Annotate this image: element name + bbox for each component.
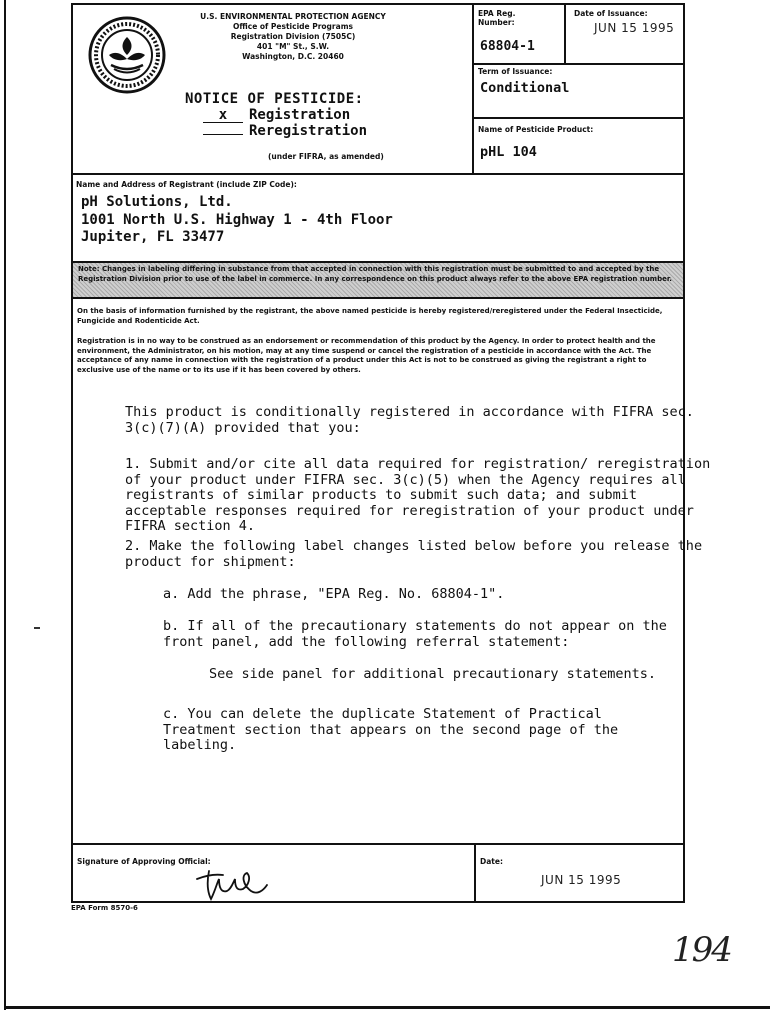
- product-value: pHL 104: [480, 144, 537, 160]
- reg-number-label-line2: Number:: [478, 18, 515, 27]
- condition-item-2c: c. You can delete the duplicate Statement of Practical Treatment section that appears on the second page of the labeling.: [163, 706, 619, 753]
- reregistration-option: [203, 123, 367, 139]
- registrant-label: Name and Address of Registrant (include ZIP Code):: [76, 180, 297, 189]
- intro-paragraph: This product is conditionally registered in accordance with FIFRA sec. 3(c)(7)(A) provided that you:: [125, 404, 694, 436]
- referral-statement: See side panel for additional precautionary statements.: [209, 666, 657, 682]
- agency-block: [73, 5, 474, 173]
- handwritten-signature: [193, 861, 273, 901]
- registration-option: [203, 107, 350, 123]
- form-number: EPA Form 8570-6: [71, 904, 138, 912]
- registrant-box: [73, 175, 683, 263]
- product-label: Name of Pesticide Product:: [478, 125, 594, 134]
- signature-box: [73, 845, 476, 901]
- condition-item-2: 2. Make the following label changes listed below before you release the product for shipment:: [125, 538, 703, 570]
- scan-border-left: [4, 0, 6, 1010]
- agency-address: [193, 12, 393, 62]
- approval-date-label: Date:: [480, 857, 503, 866]
- epa-seal-icon: [87, 15, 167, 95]
- agency-street: 401 "M" St., S.W.: [256, 42, 330, 51]
- registrant-street: 1001 North U.S. Highway 1 - 4th Floor: [81, 211, 393, 228]
- reg-number-label: [478, 9, 515, 27]
- issuance-date-box: [566, 5, 683, 65]
- disclaimer-paragraph: Registration is in no way to be construed as an endorsement or recommendation of this product by the Agency. In order to protect health and the environment, the Administrator, on his motion, may at any time suspend or cancel the registration of a pesticide in accordance with the Act. The acceptance of any name in connection with the registration of a product under this Act is not to be construed as giving the registrant a right to exclusive use of the name or to its use if it has been covered by others.: [77, 337, 656, 374]
- condition-item-2a: a. Add the phrase, "EPA Reg. No. 68804-1".: [163, 586, 505, 602]
- page-number: 194: [672, 930, 731, 970]
- agency-division: Registration Division (7505C): [230, 32, 356, 41]
- registrant-name: pH Solutions, Ltd.: [81, 194, 233, 210]
- approval-date-stamp: JUN 15 1995: [541, 873, 622, 887]
- condition-item-1: 1. Submit and/or cite all data required for registration/ reregistration of your product under FIFRA sec. 3(c)(5) when the Agency requires all registrants of similar products to submit such data; and submit acceptable responses required for reregistration of your product under FIFRA section 4.: [125, 456, 711, 534]
- reregistration-label: Reregistration: [249, 123, 368, 139]
- reg-number-box: [474, 5, 566, 65]
- reg-number-value: 68804-1: [480, 39, 535, 54]
- registration-label: Registration: [249, 107, 351, 123]
- term-label: Term of Issuance:: [478, 67, 553, 76]
- notice-title: NOTICE OF PESTICIDE:: [185, 91, 364, 107]
- term-box: [474, 65, 683, 119]
- product-box: [474, 119, 683, 173]
- fifra-note: (under FIFRA, as amended): [268, 152, 384, 161]
- issuance-date-stamp: JUN 15 1995: [594, 21, 675, 35]
- agency-office: Office of Pesticide Programs: [233, 22, 353, 31]
- signature-label: Signature of Approving Official:: [77, 857, 211, 866]
- registrant-city: Jupiter, FL 33477: [81, 229, 225, 245]
- form-header: [73, 5, 683, 175]
- reregistration-checkmark: [203, 134, 243, 135]
- labeling-note: Note: Changes in labeling differing in substance from that accepted in connection with this registration must be submitted to and accepted by the Registration Division prior to use of the label in commerce. In any correspondence on this product always refer to the above EPA registration number.: [73, 263, 683, 299]
- registrant-address: [81, 194, 393, 247]
- conditions-block: [73, 301, 711, 845]
- scan-border-bottom: [4, 1006, 770, 1009]
- registration-checkmark: x: [203, 108, 243, 123]
- scan-mark: [34, 627, 40, 629]
- issuance-date-label: Date of Issuance:: [574, 9, 648, 18]
- agency-city: Washington, D.C. 20460: [242, 52, 344, 61]
- notice-form: [71, 3, 711, 903]
- reg-number-label-line1: EPA Reg.: [478, 9, 516, 18]
- basis-paragraph: On the basis of information furnished by the registrant, the above named pesticide is hereby registered/reregistered under the Federal Insecticide, Fungicide and Rodenticide Act.: [77, 307, 663, 325]
- agency-name: U.S. ENVIRONMENTAL PROTECTION AGENCY: [200, 12, 386, 21]
- term-value: Conditional: [480, 80, 570, 96]
- approval-date-box: [476, 845, 683, 901]
- condition-item-2b: b. If all of the precautionary statements do not appear on the front panel, add the following referral statement:: [163, 618, 667, 650]
